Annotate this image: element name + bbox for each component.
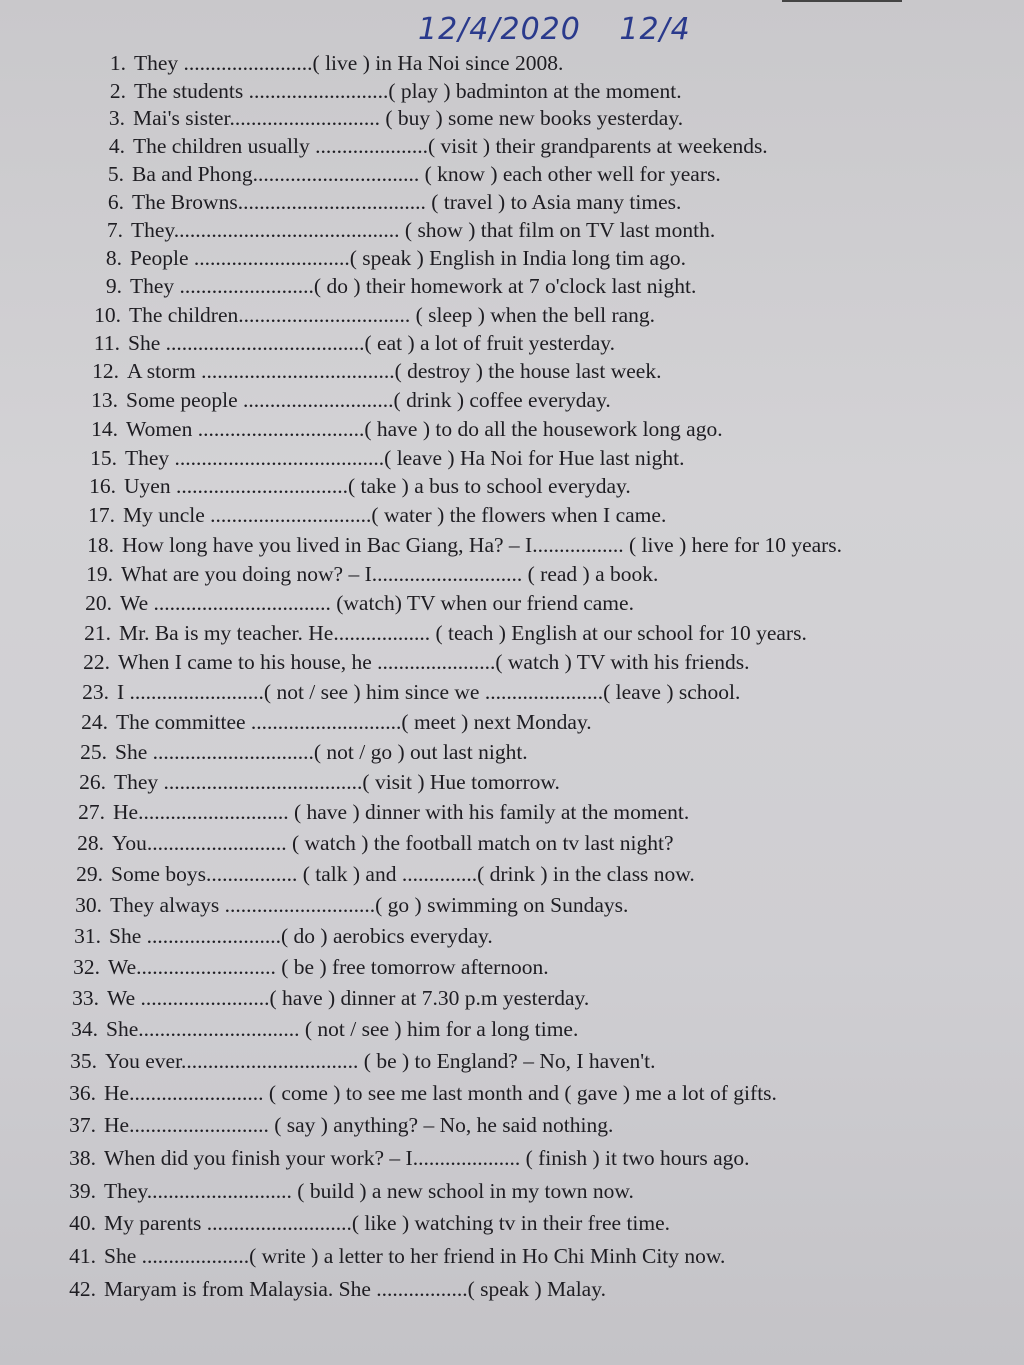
exercise-item: 29. Some boys................. ( talk ) and ..............( drink ) in the class now. — [76, 862, 695, 886]
exercise-item: 14. Women ...............................( have ) to do all the housework long ago. — [91, 417, 723, 441]
exercise-item: 35. You ever................................. ( be ) to England? – No, I haven't. — [70, 1049, 656, 1073]
exercise-item: 33. We ........................( have ) dinner at 7.30 p.m yesterday. — [72, 986, 590, 1010]
exercise-item: 40. My parents ...........................( like ) watching tv in their free time. — [69, 1211, 671, 1235]
exercise-item: 19. What are you doing now? – I............................ ( read ) a book. — [86, 562, 659, 586]
exercise-item: 12. A storm ....................................( destroy ) the house last week. — [92, 359, 662, 383]
exercise-item: 17. My uncle ..............................( water ) the flowers when I came. — [88, 503, 667, 527]
exercise-item: 8. People .............................( speak ) English in India long tim ago. — [105, 246, 686, 270]
exercise-item: 27. He............................ ( have ) dinner with his family at the moment. — [78, 800, 690, 824]
exercise-item: 3. Mai's sister............................ ( buy ) some new books yesterday. — [108, 106, 684, 130]
date-left: 12/4/2020 — [418, 12, 581, 47]
exercise-item: 32. We.......................... ( be ) free tomorrow afternoon. — [73, 955, 549, 979]
exercise-item: 1. They ........................( live ) in Ha Noi since 2008. — [109, 51, 564, 75]
exercise-item: 18. How long have you lived in Bac Giang, Ha? – I................. ( live ) here for 10 years. — [87, 533, 843, 557]
exercise-item: 6. The Browns................................... ( travel ) to Asia many times. — [107, 190, 682, 214]
exercise-item: 23. I .........................( not / see ) him since we ......................( leave ) school. — [82, 680, 741, 704]
exercise-item: 26. They .....................................( visit ) Hue tomorrow. — [79, 770, 560, 794]
exercise-item: 4. The children usually .....................( visit ) their grandparents at weekends. — [108, 134, 768, 158]
exercise-item: 28. You.......................... ( watch ) the football match on tv last night? — [77, 831, 674, 855]
exercise-item: 24. The committee ............................( meet ) next Monday. — [81, 710, 592, 734]
date-right: 12/4 — [619, 12, 691, 47]
exercise-item: 2. The students ..........................( play ) badminton at the moment. — [109, 79, 682, 103]
exercise-item: 37. He.......................... ( say ) anything? – No, he said nothing. — [69, 1113, 614, 1137]
exercise-item: 9. They .........................( do ) their homework at 7 o'clock last night. — [105, 274, 697, 298]
exercise-item: 16. Uyen ................................( take ) a bus to school everyday. — [89, 474, 631, 498]
exercise-item: 7. They.......................................... ( show ) that film on TV last month. — [106, 218, 716, 242]
exercise-item: 39. They........................... ( build ) a new school in my town now. — [69, 1179, 634, 1203]
exercise-item: 13. Some people ............................( drink ) coffee everyday. — [91, 388, 611, 412]
handwritten-date — [418, 12, 719, 47]
exercise-item: 22. When I came to his house, he ......................( watch ) TV with his friends. — [83, 650, 750, 674]
exercise-item: 36. He......................... ( come ) to see me last month and ( gave ) me a lot of gifts. — [69, 1081, 777, 1105]
exercise-item: 10. The children................................ ( sleep ) when the bell rang. — [94, 303, 656, 327]
exercise-item: 42. Maryam is from Malaysia. She .................( speak ) Malay. — [69, 1277, 606, 1301]
exercise-item: 5. Ba and Phong............................... ( know ) each other well for years. — [107, 162, 721, 186]
exercise-item: 41. She ....................( write ) a letter to her friend in Ho Chi Minh City now. — [69, 1244, 726, 1268]
exercise-item: 34. She.............................. ( not / see ) him for a long time. — [71, 1017, 579, 1041]
exercise-item: 31. She .........................( do ) aerobics everyday. — [74, 924, 493, 948]
top-edge-line — [782, 0, 902, 2]
exercise-item: 11. She .....................................( eat ) a lot of fruit yesterday. — [93, 331, 616, 355]
exercise-item: 20. We ................................. (watch) TV when our friend came. — [85, 591, 634, 615]
exercise-item: 30. They always ............................( go ) swimming on Sundays. — [75, 893, 629, 917]
exercise-item: 25. She ..............................( not / go ) out last night. — [80, 740, 528, 764]
exercise-item: 38. When did you finish your work? – I.................... ( finish ) it two hours ago. — [69, 1146, 750, 1170]
exercise-item: 15. They .......................................( leave ) Ha Noi for Hue last night. — [90, 446, 685, 470]
exercise-item: 21. Mr. Ba is my teacher. He.................. ( teach ) English at our school for 10 years. — [84, 621, 807, 645]
